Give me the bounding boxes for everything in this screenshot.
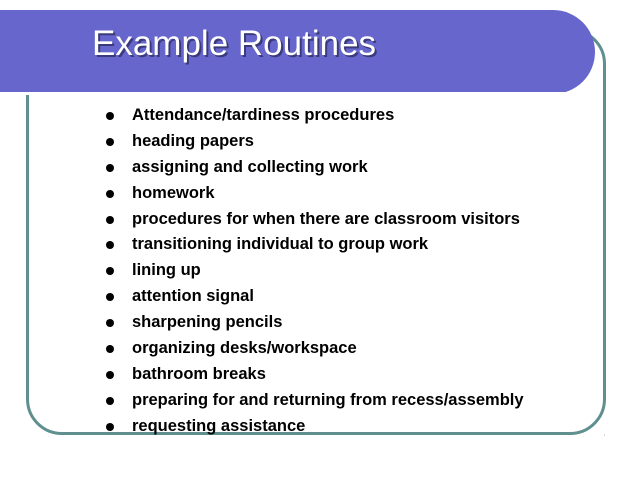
bullet-icon	[106, 138, 114, 146]
bullet-text: assigning and collecting work	[132, 157, 368, 176]
bullet-text: lining up	[132, 261, 201, 280]
bullet-text: attention signal	[132, 287, 254, 306]
bullet-item	[106, 232, 524, 258]
bullet-text: organizing desks/workspace	[132, 339, 357, 358]
title-underline	[0, 92, 565, 95]
bullet-icon	[106, 319, 114, 327]
bullet-item	[106, 310, 524, 336]
slide-title: Example Routines	[92, 24, 377, 63]
bullet-icon	[106, 241, 114, 249]
bullet-text: heading papers	[132, 131, 254, 150]
bullet-icon	[106, 112, 114, 120]
bullet-icon	[106, 293, 114, 301]
bullet-text: procedures for when there are classroom visitors	[132, 209, 520, 228]
bullet-item	[106, 103, 524, 129]
bullet-text: sharpening pencils	[132, 313, 283, 332]
bullet-text: transitioning individual to group work	[132, 235, 429, 254]
bullet-icon	[106, 371, 114, 379]
bullet-item	[106, 362, 524, 388]
bullet-text: homework	[132, 183, 215, 202]
bullet-item	[106, 181, 524, 207]
bullet-icon	[106, 190, 114, 198]
bullet-item	[106, 258, 524, 284]
bullet-item	[106, 388, 524, 414]
bullet-text: requesting assistance	[132, 416, 306, 435]
bullet-item	[106, 414, 524, 440]
bullet-text: bathroom breaks	[132, 364, 266, 383]
bullet-icon	[106, 164, 114, 172]
bullet-item	[106, 284, 524, 310]
bullet-icon	[106, 216, 114, 224]
bullet-icon	[106, 397, 114, 405]
bullet-icon	[106, 345, 114, 353]
bullet-icon	[106, 423, 114, 431]
bullet-icon	[106, 267, 114, 275]
bullet-text: preparing for and returning from recess/assembly	[132, 390, 524, 409]
bullet-item	[106, 129, 524, 155]
bullet-text: Attendance/tardiness procedures	[132, 106, 395, 124]
bullet-item	[106, 155, 524, 181]
bullet-item	[106, 207, 524, 233]
corner-mark	[604, 434, 605, 436]
bullet-list	[106, 103, 524, 440]
bullet-item	[106, 336, 524, 362]
